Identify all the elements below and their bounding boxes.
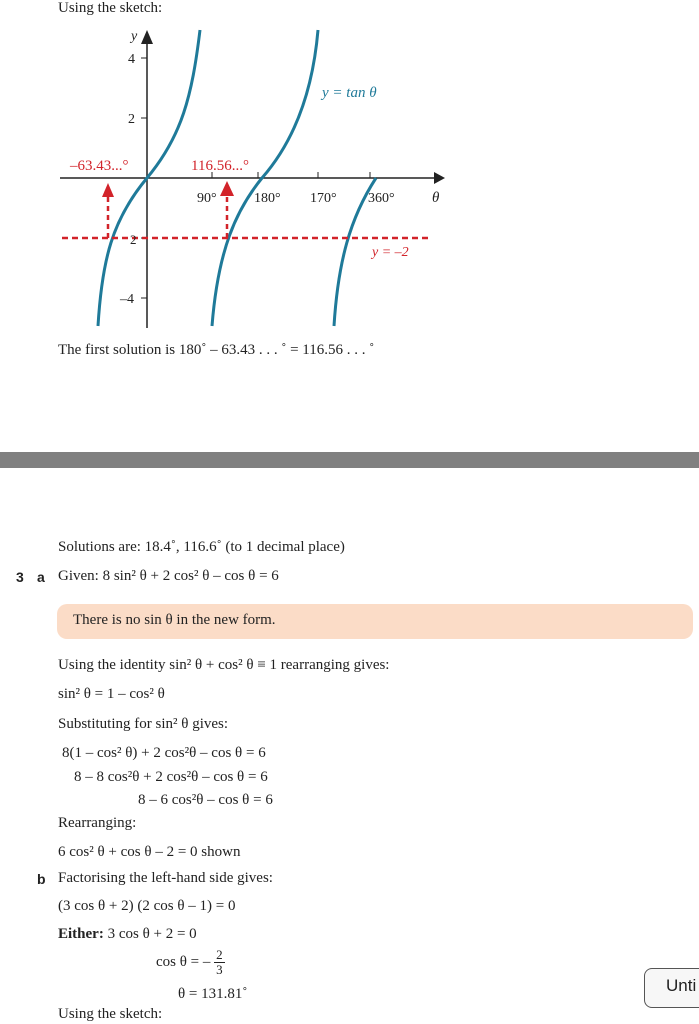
section-divider	[0, 452, 699, 468]
x-axis-label: θ	[432, 190, 440, 206]
solutions-line: Solutions are: 18.4˚, 116.6˚ (to 1 decimal place)	[58, 539, 345, 555]
factorising-line: Factorising the left-hand side gives:	[58, 870, 273, 886]
part-a-label: a	[37, 569, 45, 585]
sol2-arrow	[220, 181, 234, 196]
equation-step-2: 8 – 8 cos²θ + 2 cos²θ – cos θ = 6	[74, 769, 268, 785]
x-axis-arrow	[434, 172, 445, 184]
x-tick-label-170: 170°	[310, 191, 337, 206]
fraction	[214, 948, 225, 977]
curve-label: y = tan θ	[322, 85, 377, 101]
x-tick-label-180: 180°	[254, 191, 281, 206]
either-label: Either:	[58, 926, 104, 942]
theta-result: θ = 131.81˚	[178, 986, 248, 1002]
substituting-line: Substituting for sin² θ gives:	[58, 716, 229, 732]
fraction-denominator: 3	[216, 962, 223, 977]
y-tick-label-neg2: 2	[130, 232, 137, 247]
cos-fraction-line	[156, 948, 225, 984]
y-axis-arrow	[141, 30, 153, 44]
factored-equation: (3 cos θ + 2) (2 cos θ – 1) = 0	[58, 898, 236, 914]
unti-button[interactable]: Unti	[644, 968, 699, 1008]
y-axis-label: y	[131, 29, 138, 44]
cos-lhs: cos θ = –	[156, 954, 211, 970]
tan-graph	[0, 20, 460, 330]
x-tick-label-360: 360°	[368, 191, 395, 206]
hint-callout	[57, 604, 693, 639]
sol2-label: 116.56...°	[191, 158, 249, 174]
shown-equation: 6 cos² θ + cos θ – 2 = 0 shown	[58, 844, 241, 860]
sol1-label: –63.43...°	[70, 158, 129, 174]
given-equation: Given: 8 sin² θ + 2 cos² θ – cos θ = 6	[58, 568, 279, 584]
bottom-heading: Using the sketch:	[58, 1006, 163, 1022]
question-number: 3	[16, 569, 24, 585]
sol1-arrow	[102, 183, 114, 197]
x-tick-label-90: 90°	[197, 191, 217, 206]
identity-line: Using the identity sin² θ + cos² θ ≡ 1 rearranging gives:	[58, 657, 390, 673]
either-line	[58, 926, 197, 943]
hint-text: There is no sin θ in the new form.	[73, 612, 276, 628]
y-tick-label-2: 2	[128, 112, 135, 127]
rearranging-label: Rearranging:	[58, 815, 137, 831]
equation-step-1: 8(1 – cos² θ) + 2 cos²θ – cos θ = 6	[62, 745, 266, 761]
part-b-label: b	[37, 871, 46, 887]
either-equation: 3 cos θ + 2 = 0	[103, 926, 197, 942]
line-label: y = –2	[372, 245, 409, 260]
y-tick-label-4: 4	[128, 52, 135, 67]
y-tick-label-neg4: –4	[120, 292, 134, 307]
sketch-heading: Using the sketch:	[58, 0, 163, 16]
first-solution: The first solution is 180˚ – 63.43 . . . ˚ = 116.56 . . . ˚	[58, 342, 375, 358]
equation-step-3: 8 – 6 cos²θ – cos θ = 6	[138, 792, 273, 808]
fraction-numerator: 2	[216, 947, 223, 962]
rearranged-identity: sin² θ = 1 – cos² θ	[58, 686, 165, 702]
